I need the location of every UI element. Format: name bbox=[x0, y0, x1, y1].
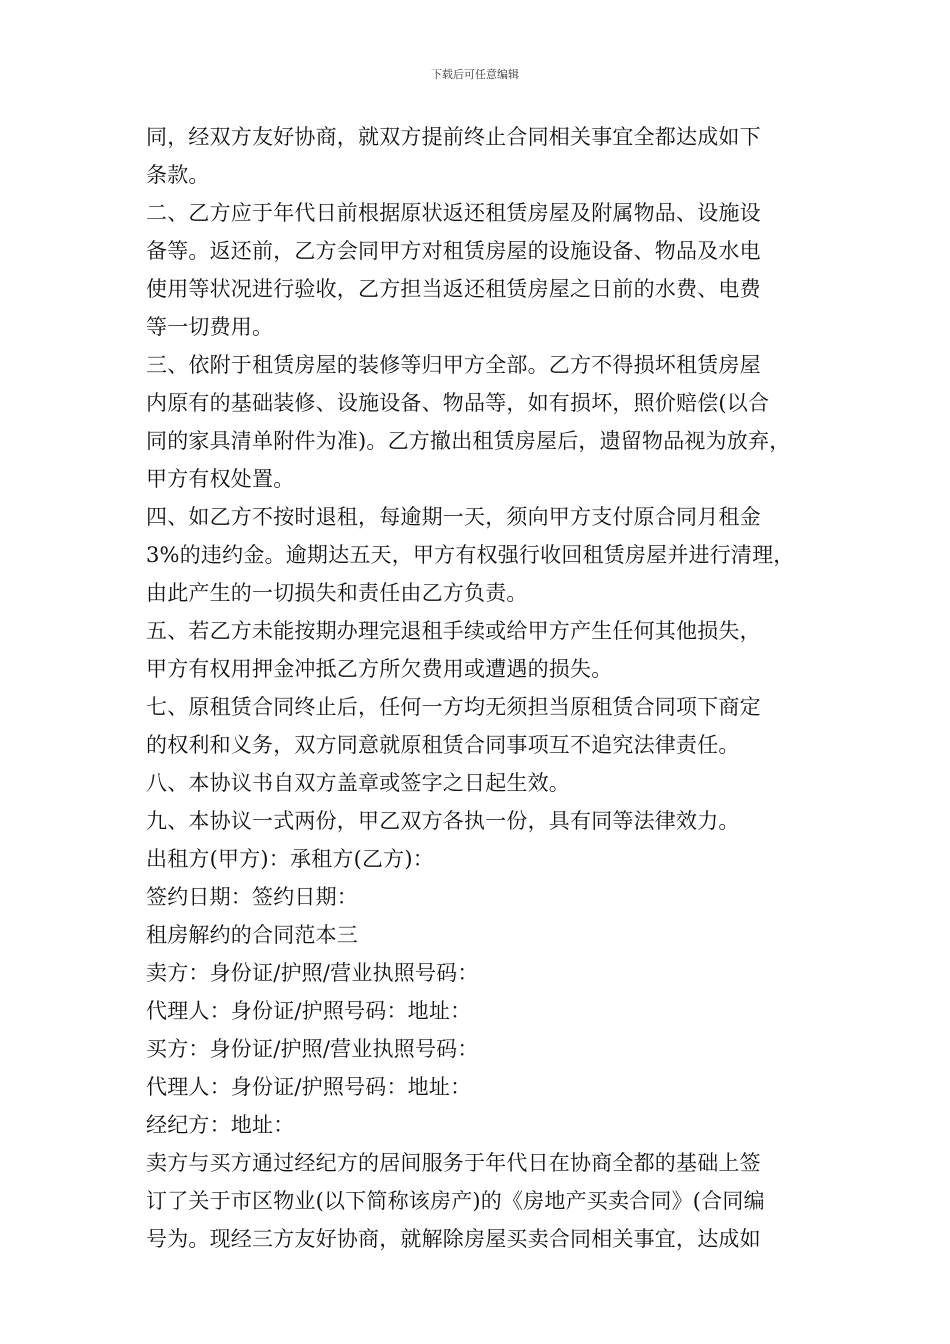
text-line: 3%的违约金。逾期达五天，甲方有权强行收回租赁房屋并进行清理， bbox=[146, 543, 795, 567]
text-line: 的权利和义务，双方同意就原租赁合同事项互不追究法律责任。 bbox=[146, 733, 740, 757]
text-line: 同，经双方友好协商，就双方提前终止合同相关事宜全都达成如下 bbox=[146, 125, 761, 149]
page-header: 下载后可任意编辑 bbox=[431, 68, 519, 81]
text-line: 九、本协议一式两份，甲乙双方各执一份，具有同等法律效力。 bbox=[146, 809, 740, 833]
text-line: 代理人：身份证/护照号码：地址： bbox=[146, 999, 472, 1023]
text-line: 由此产生的一切损失和责任由乙方负责。 bbox=[146, 581, 528, 605]
date-line: 签约日期：签约日期： bbox=[146, 885, 358, 909]
text-line: 甲方有权用押金冲抵乙方所欠费用或遭遇的损失。 bbox=[146, 657, 613, 681]
text-line: 卖方：身份证/护照/营业执照号码： bbox=[146, 961, 479, 985]
text-line: 四、如乙方不按时退租，每逾期一天，须向甲方支付原合同月租金 bbox=[146, 505, 761, 529]
section-title: 租房解约的合同范本三 bbox=[146, 923, 358, 947]
text-line: 代理人：身份证/护照号码：地址： bbox=[146, 1075, 472, 1099]
text-line: 甲方有权处置。 bbox=[146, 467, 295, 491]
text-line: 经纪方：地址： bbox=[146, 1113, 295, 1137]
text-line: 八、本协议书自双方盖章或签字之日起生效。 bbox=[146, 771, 570, 795]
text-line: 备等。返还前，乙方会同甲方对租赁房屋的设施设备、物品及水电 bbox=[146, 239, 761, 263]
text-line: 同的家具清单附件为准)。乙方撤出租赁房屋后，遗留物品视为放弃， bbox=[146, 429, 791, 453]
text-line: 号为。现经三方友好协商，就解除房屋买卖合同相关事宜，达成如 bbox=[146, 1227, 761, 1251]
text-line: 五、若乙方未能按期办理完退租手续或给甲方产生任何其他损失， bbox=[146, 619, 761, 643]
text-line: 订了关于市区物业(以下简称该房产)的《房地产买卖合同》(合同编 bbox=[146, 1189, 765, 1213]
text-line: 内原有的基础装修、设施设备、物品等，如有损坏，照价赔偿(以合 bbox=[146, 391, 770, 415]
text-line: 条款。 bbox=[146, 163, 210, 187]
text-line: 使用等状况进行验收，乙方担当返还租赁房屋之日前的水费、电费 bbox=[146, 277, 761, 301]
text-line: 三、依附于租赁房屋的装修等归甲方全部。乙方不得损坏租赁房屋 bbox=[146, 353, 761, 377]
signature-line: 出租方(甲方)：承租方(乙方)： bbox=[146, 847, 434, 871]
text-line: 买方：身份证/护照/营业执照号码： bbox=[146, 1037, 479, 1061]
text-line: 七、原租赁合同终止后，任何一方均无须担当原租赁合同项下商定 bbox=[146, 695, 761, 719]
text-line: 二、乙方应于年代日前根据原状返还租赁房屋及附属物品、设施设 bbox=[146, 201, 761, 225]
text-line: 等一切费用。 bbox=[146, 315, 274, 339]
document-body bbox=[146, 118, 814, 1258]
text-line: 卖方与买方通过经纪方的居间服务于年代日在协商全都的基础上签 bbox=[146, 1151, 761, 1175]
